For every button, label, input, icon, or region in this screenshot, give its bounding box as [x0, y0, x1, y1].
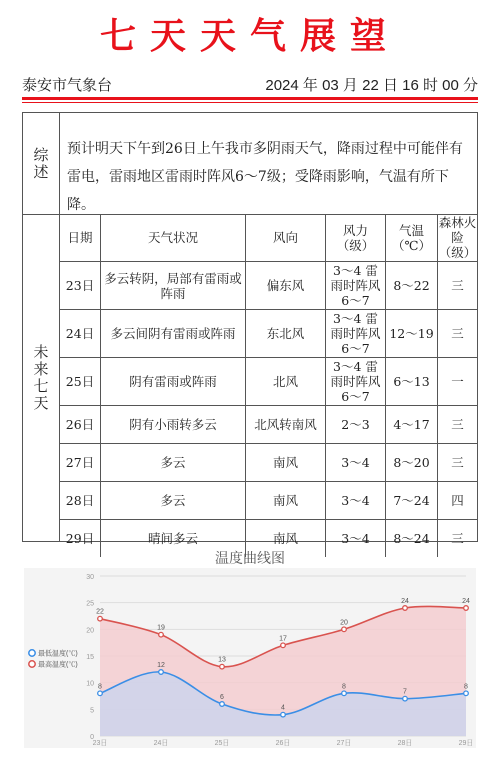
chart-title: 温度曲线图 — [215, 551, 285, 567]
wind-force-cell: 3～4 雷雨时阵风 6～7 — [326, 358, 386, 405]
temperature-cell: 6～13 — [386, 358, 438, 405]
fire-risk-cell: 三 — [451, 326, 464, 341]
table-row — [60, 406, 477, 444]
header-temperature: 气温（℃） — [386, 214, 438, 261]
table-row — [60, 262, 477, 310]
x-tick-label: 27日 — [336, 740, 352, 747]
weather-cell: 多云间阴有雷雨或阵雨 — [101, 310, 246, 357]
header-rule-thick — [22, 97, 478, 100]
forecast-table — [22, 112, 478, 546]
weather-cell: 阴有雷雨或阵雨 — [101, 358, 246, 405]
weather-cell: 多云转阴，局部有雷雨或阵雨 — [101, 262, 246, 309]
temperature-cell: 8～22 — [386, 262, 438, 309]
subtitle-bar — [22, 74, 478, 96]
data-point — [403, 606, 408, 611]
wind-direction-cell: 北风转南风 — [246, 406, 326, 443]
header-wind-direction: 风向 — [246, 214, 326, 261]
weather-cell: 多云 — [101, 482, 246, 519]
data-label: 13 — [218, 656, 226, 664]
data-point — [159, 632, 164, 637]
y-tick-label: 5 — [90, 707, 94, 715]
date-cell: 25日 — [60, 358, 101, 405]
data-label: 12 — [157, 662, 165, 669]
data-point — [342, 627, 347, 632]
table-row — [60, 444, 477, 482]
data-point — [464, 606, 469, 611]
data-point — [281, 712, 286, 717]
weather-cell: 晴间多云 — [101, 520, 246, 557]
temperature-cell: 8～24 — [386, 520, 438, 557]
temperature-cell: 8～20 — [386, 444, 438, 481]
wind-force-cell: 2～3 — [326, 406, 386, 443]
temperature-cell: 12～19 — [386, 310, 438, 357]
wind-direction-cell: 北风 — [246, 358, 326, 405]
legend-label: 最低温度(℃) — [38, 650, 78, 658]
fire-risk-cell: 三 — [451, 278, 464, 293]
header-date: 日期 — [60, 214, 101, 261]
wind-direction-cell: 南风 — [246, 444, 326, 481]
wind-force-cell: 3～4 — [326, 520, 386, 557]
x-tick-label: 26日 — [275, 740, 291, 747]
data-point — [98, 691, 103, 696]
x-tick-label: 28日 — [397, 740, 413, 747]
y-tick-label: 20 — [86, 627, 94, 635]
wind-direction-cell: 东北风 — [246, 310, 326, 357]
data-label: 20 — [340, 619, 348, 627]
wind-force-cell: 3～4 雷雨时阵风 6～7 — [326, 310, 386, 357]
x-tick-label: 23日 — [92, 740, 108, 747]
wind-direction-cell: 南风 — [246, 520, 326, 557]
summary-label-cell — [23, 113, 60, 214]
summary-text: 预计明天下午到26日上午我市多阴雨天气，降雨过程中可能伴有雷电，雷雨地区雷雨时阵风6～7级；受降雨影响，气温有所下降。 — [67, 141, 463, 213]
fire-risk-cell: 三 — [451, 531, 464, 546]
data-label: 19 — [157, 624, 165, 632]
data-label: 17 — [279, 635, 287, 643]
summary-label: 综述 — [31, 146, 50, 181]
weather-cell: 阴有小雨转多云 — [101, 406, 246, 443]
data-label: 4 — [281, 704, 285, 712]
date-cell: 26日 — [60, 406, 101, 443]
y-tick-label: 30 — [86, 574, 94, 581]
legend-marker — [29, 650, 35, 656]
data-point — [98, 616, 103, 621]
table-row — [60, 358, 477, 406]
y-tick-label: 10 — [86, 680, 94, 688]
future-label: 未来七天 — [31, 343, 50, 412]
page-title: 七天天气展望 — [99, 15, 400, 57]
data-point — [464, 691, 469, 696]
table-row — [60, 310, 477, 358]
legend-label: 最高温度(℃) — [38, 661, 78, 669]
future-label-cell — [23, 214, 60, 541]
data-label: 8 — [342, 683, 346, 691]
issue-datetime: 2024 年 03 月 22 日 16 时 00 分 — [265, 77, 478, 94]
temperature-cell: 4～17 — [386, 406, 438, 443]
wind-direction-cell: 偏东风 — [246, 262, 326, 309]
legend-marker — [29, 661, 35, 667]
data-point — [159, 670, 164, 675]
data-label: 24 — [401, 598, 409, 605]
y-tick-label: 0 — [90, 734, 94, 741]
header-rule-thin — [22, 102, 478, 103]
wind-force-cell: 3～4 雷雨时阵风 6～7 — [326, 262, 386, 309]
data-label: 8 — [464, 683, 468, 691]
fire-risk-cell: 三 — [451, 455, 464, 470]
date-cell: 24日 — [60, 310, 101, 357]
temperature-cell: 7～24 — [386, 482, 438, 519]
wind-force-cell: 3～4 — [326, 482, 386, 519]
data-label: 6 — [220, 694, 224, 701]
y-tick-label: 15 — [86, 654, 94, 661]
date-cell: 23日 — [60, 262, 101, 309]
x-tick-label: 24日 — [153, 740, 169, 747]
temperature-chart — [24, 568, 476, 748]
summary-section — [23, 113, 477, 215]
date-cell: 27日 — [60, 444, 101, 481]
fire-risk-cell: 三 — [451, 417, 464, 432]
x-tick-label: 25日 — [214, 740, 230, 747]
data-label: 8 — [98, 683, 102, 691]
issuing-office: 泰安市气象台 — [22, 76, 113, 94]
y-tick-label: 25 — [86, 600, 94, 608]
forecast-grid — [60, 214, 477, 557]
data-label: 7 — [403, 688, 407, 696]
x-tick-label: 29日 — [458, 740, 474, 747]
date-cell: 28日 — [60, 482, 101, 519]
data-point — [342, 691, 347, 696]
header-weather: 天气状况 — [101, 214, 246, 261]
data-label: 24 — [462, 598, 470, 605]
data-point — [281, 643, 286, 648]
data-point — [220, 664, 225, 669]
data-point — [220, 702, 225, 707]
data-point — [403, 696, 408, 701]
wind-force-cell: 3～4 — [326, 444, 386, 481]
weather-cell: 多云 — [101, 444, 246, 481]
wind-direction-cell: 南风 — [246, 482, 326, 519]
fire-risk-cell: 一 — [451, 374, 464, 389]
data-label: 22 — [96, 608, 104, 616]
table-header-row — [60, 214, 477, 262]
header-wind-force: 风力（级） — [326, 214, 386, 261]
fire-risk-cell: 四 — [451, 493, 464, 508]
date-cell: 29日 — [60, 520, 101, 557]
table-row — [60, 482, 477, 520]
header-fire-risk: 森林火险（级） — [438, 215, 477, 260]
